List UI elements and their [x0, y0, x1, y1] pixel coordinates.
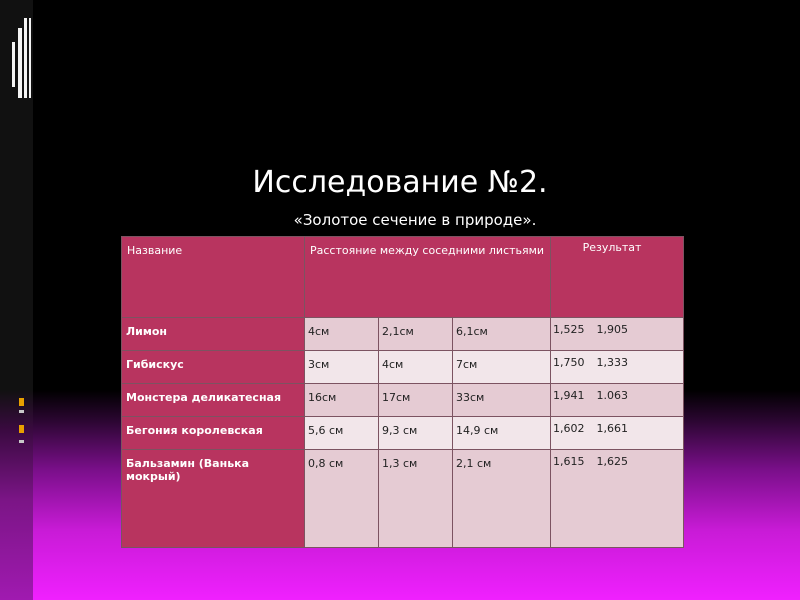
decor-bar [12, 42, 15, 87]
result-value-2: 1.063 [596, 389, 628, 402]
row-result [551, 384, 684, 417]
decor-mark [19, 398, 24, 406]
decor-bar [24, 18, 27, 98]
result-value-1: 1,525 [553, 323, 585, 336]
row-distance-3: 7см [453, 351, 551, 384]
table-header-row [122, 237, 684, 318]
row-distance-2: 2,1см [379, 318, 453, 351]
table-row [122, 351, 684, 384]
result-value-1: 1,941 [553, 389, 585, 402]
row-result [551, 318, 684, 351]
row-distance-2: 4см [379, 351, 453, 384]
header-result [551, 237, 684, 318]
row-name: Монстера деликатесная [122, 384, 305, 417]
header-name [122, 237, 305, 318]
row-result [551, 351, 684, 384]
decor-bar [18, 28, 22, 98]
decor-bar [29, 18, 31, 98]
row-distance-2: 1,3 см [379, 450, 453, 548]
result-value-1: 1,602 [553, 422, 585, 435]
table-row [122, 417, 684, 450]
slide-title: Исследование №2. [252, 165, 548, 200]
result-value-1: 1,615 [553, 455, 585, 468]
result-value-2: 1,905 [596, 323, 628, 336]
table-row [122, 450, 684, 548]
row-distance-2: 9,3 см [379, 417, 453, 450]
table-row [122, 318, 684, 351]
row-distance-3: 6,1см [453, 318, 551, 351]
row-name: Бальзамин (Ванька мокрый) [122, 450, 305, 548]
header-distance [305, 237, 551, 318]
header-distance-label: Расстояние между соседними листьями [310, 244, 545, 257]
row-result [551, 417, 684, 450]
result-value-2: 1,333 [596, 356, 628, 369]
row-distance-1: 3см [305, 351, 379, 384]
row-distance-2: 17см [379, 384, 453, 417]
table-row [122, 384, 684, 417]
row-distance-1: 4см [305, 318, 379, 351]
row-result [551, 450, 684, 548]
row-distance-3: 2,1 см [453, 450, 551, 548]
result-value-2: 1,625 [596, 455, 628, 468]
header-result-label: Результат [582, 241, 642, 254]
results-table [121, 236, 684, 548]
row-distance-1: 16см [305, 384, 379, 417]
row-name: Гибискус [122, 351, 305, 384]
row-distance-1: 5,6 см [305, 417, 379, 450]
decor-mark [19, 425, 24, 433]
row-name: Бегония королевская [122, 417, 305, 450]
result-value-1: 1,750 [553, 356, 585, 369]
slide-subtitle: «Золотое сечение в природе». [293, 211, 537, 229]
row-distance-3: 33см [453, 384, 551, 417]
result-value-2: 1,661 [596, 422, 628, 435]
decor-mark [19, 410, 24, 413]
row-distance-1: 0,8 см [305, 450, 379, 548]
row-name: Лимон [122, 318, 305, 351]
header-name-label: Название [127, 244, 183, 257]
row-distance-3: 14,9 см [453, 417, 551, 450]
decor-mark [19, 440, 24, 443]
